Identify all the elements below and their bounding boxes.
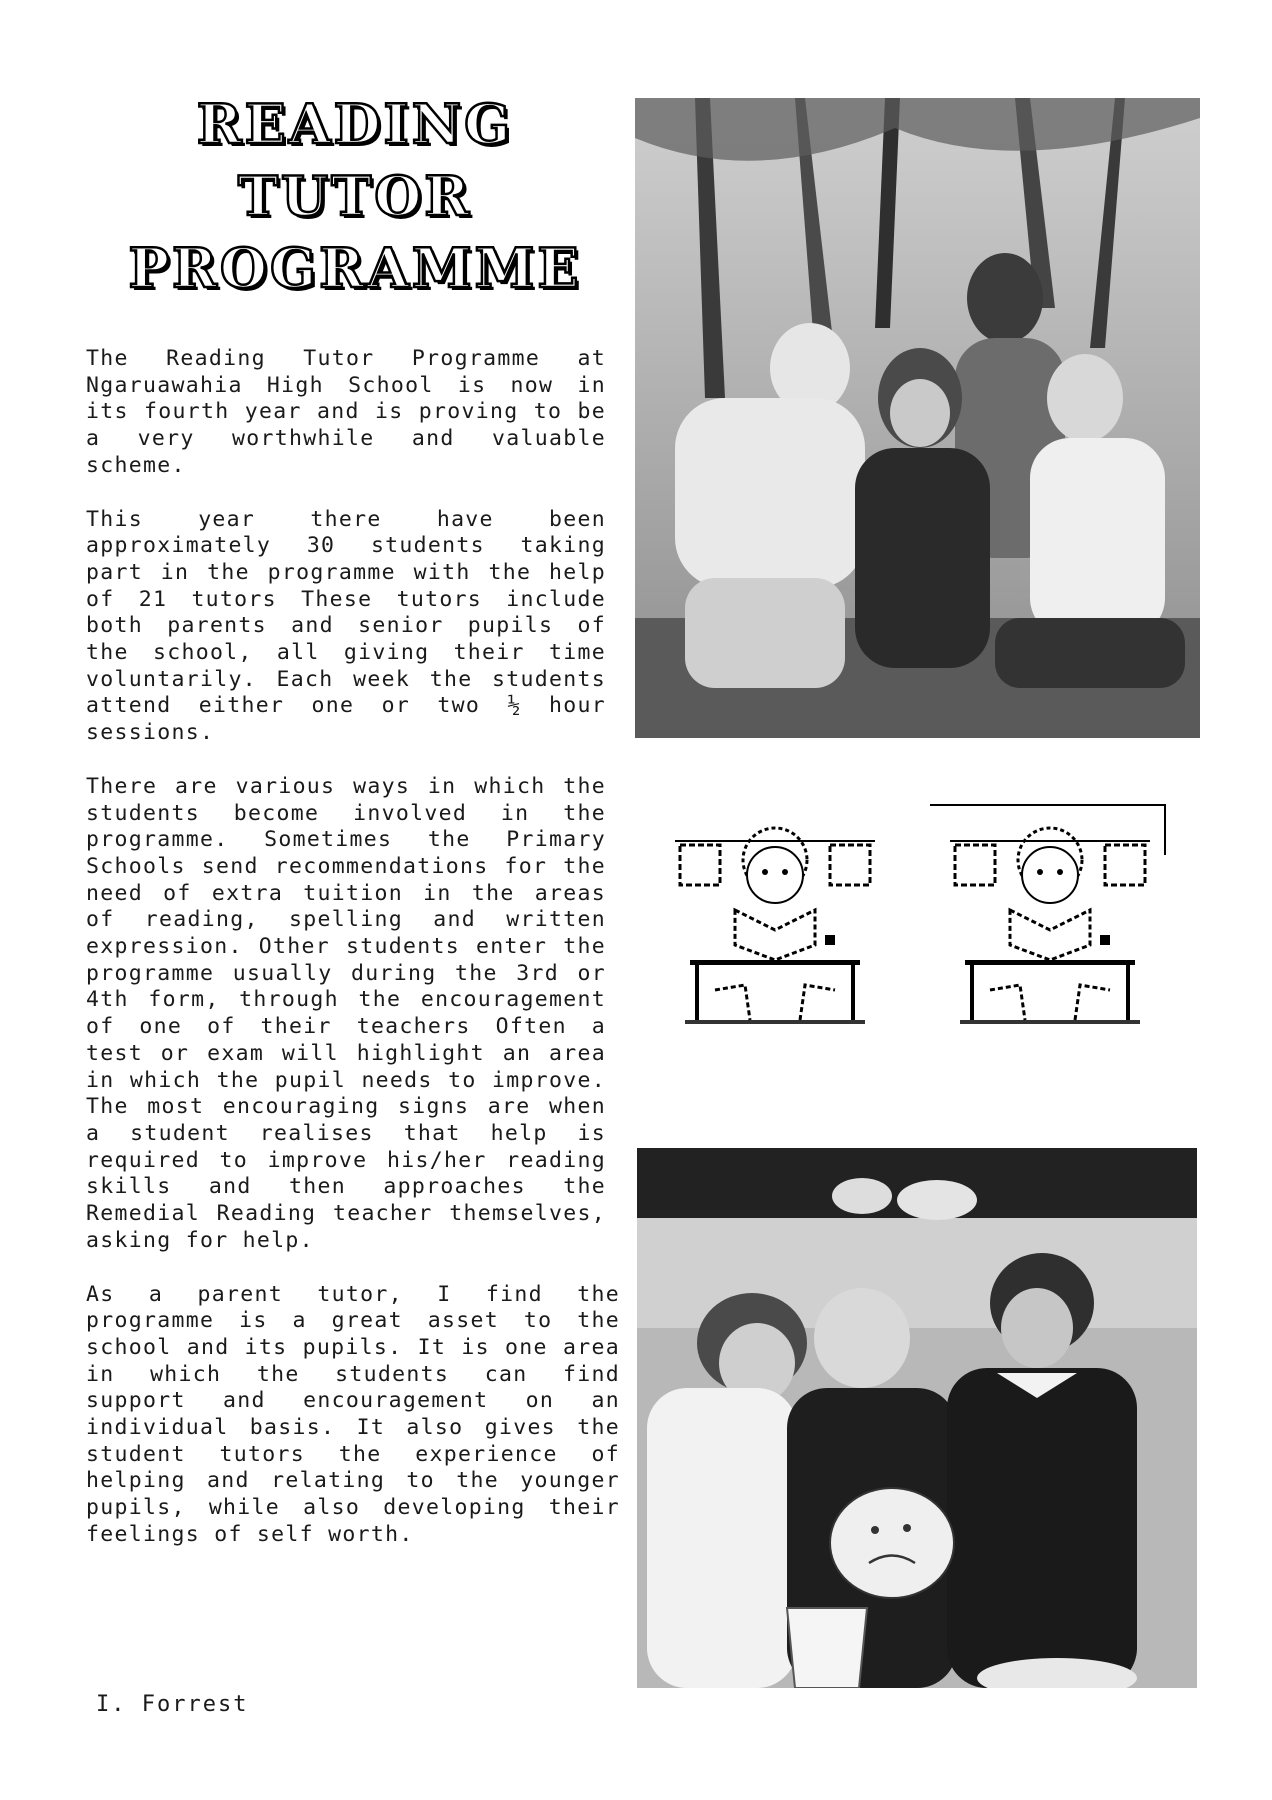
paragraph-3: There are various ways in which the students become involved in the programme. Sometimes the Primary Schools send recommendations for the need of extra tuition in the areas of reading, spelling and written expression. Other students enter the programme usually during the 3rd or 4th form, through the encouragement of one of their teachers Often a test or exam will highlight an area in which the pupil needs to improve. The most encouraging signs are when a student realises that help is required to improve his/her reading skills and then approaches the Remedial Reading teacher themselves, asking for help. (86, 773, 606, 1253)
paragraph-4: As a parent tutor, I find the programme is a great asset to the school and its pupils. It is one area in which the students can find support and encouragement on an individual basis. It also gives the student tutors the experience of helping and relating to the younger pupils, while also developing their feelings of self worth. (86, 1281, 620, 1547)
photo-students-outdoors (635, 98, 1200, 738)
author-signature: I. Forrest (96, 1692, 249, 1717)
photo-students-classroom (637, 1148, 1197, 1688)
clipart-reading-figures (650, 800, 1170, 1060)
title-line-3: PROGRAMME (128, 236, 582, 300)
photo-outdoors-illustration (635, 98, 1200, 738)
title-line-1: READING (196, 92, 514, 156)
paragraph-2: This year there have been approximately 30 students taking part in the programme with the help of 21 tutors These tutors include both parents and senior pupils of the school, all giving their time voluntarily. Each week the students attend either one or two ½ hour sessions. (86, 506, 606, 746)
page-title (90, 88, 620, 304)
title-line-2: TUTOR (237, 164, 473, 228)
article-body (86, 346, 620, 1576)
clipart-frame-corner (930, 800, 1170, 860)
paragraph-1: The Reading Tutor Programme at Ngaruawahia High School is now in its fourth year and is proving to be a very worthwhile and valuable scheme. (86, 346, 606, 478)
reading-figure-left (675, 820, 875, 1040)
photo-classroom-illustration (637, 1148, 1197, 1688)
